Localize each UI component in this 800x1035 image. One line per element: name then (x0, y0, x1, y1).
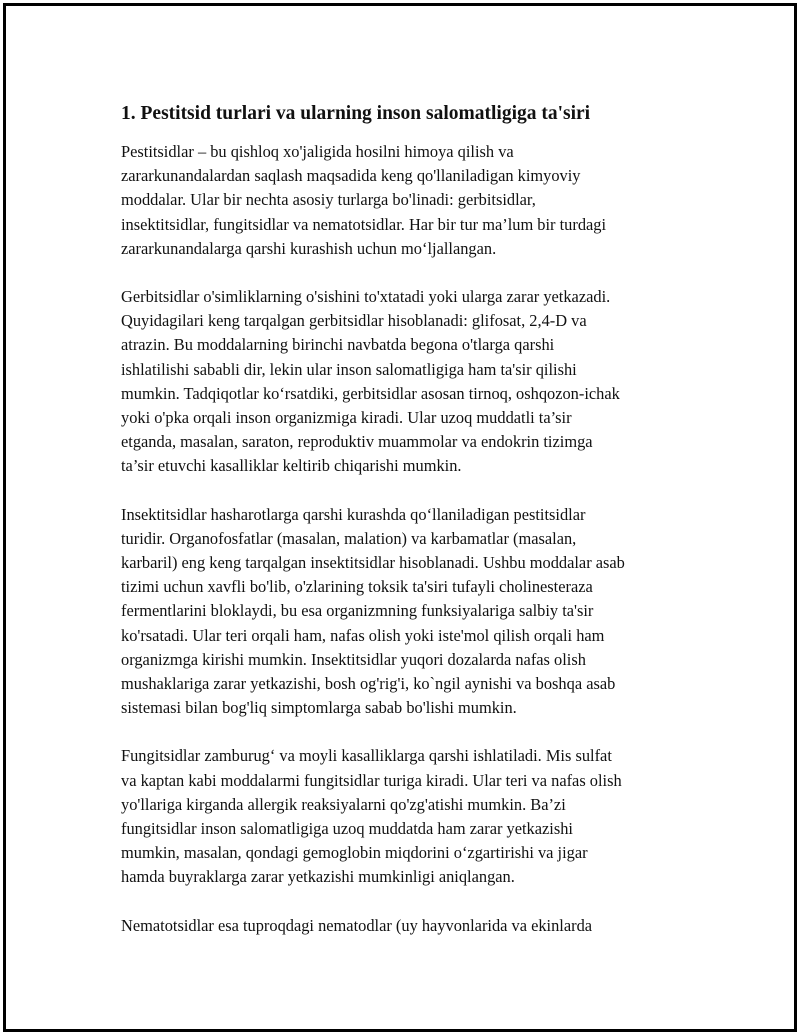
text-line: hamda buyraklarga zarar yetkazishi mumkinligi aniqlangan. (121, 867, 515, 887)
text-line: turidir. Organofosfatlar (masalan, malation) va karbamatlar (masalan, (121, 528, 577, 548)
text-line: Fungitsidlar zamburug‘ va moyli kasalliklarga qarshi ishlatiladi. Mis sulfat (121, 746, 612, 766)
text-line: moddalar. Ular bir nechta asosiy turlarga bo'linadi: gerbitsidlar, (121, 190, 536, 210)
text-line: fermentlarini bloklaydi, bu esa organizmning funksiyalariga salbiy ta'sir (121, 601, 594, 621)
text-line: sistemasi bilan bog'liq simptomlarga sabab bo'lishi mumkin. (121, 698, 517, 718)
text-line: mushaklariga zarar yetkazishi, bosh og'rig'i, ko`ngil aynishi va boshqa asab (121, 674, 616, 694)
text-line: yo'llariga kirganda allergik reaksiyalarni qo'zg'atishi mumkin. Ba’zi (121, 794, 566, 814)
text-line: ta’sir etuvchi kasalliklar keltirib chiqarishi mumkin. (121, 456, 462, 476)
page-frame (3, 3, 797, 1032)
text-line: Quyidagilari keng tarqalgan gerbitsidlar hisoblanadi: glifosat, 2,4-D va (121, 311, 587, 331)
text-line: zararkunandalarga qarshi kurashish uchun mo‘ljallangan. (121, 238, 497, 258)
text-line: mumkin, masalan, qondagi gemoglobin miqdorini o‘zgartirishi va jigar (121, 843, 588, 863)
text-line: Gerbitsidlar o'simliklarning o'sishini to'xtatadi yoki ularga zarar yetkazadi. (121, 287, 611, 307)
text-line: Pestitsidlar – bu qishloq xo'jaligida hosilni himoya qilish va (121, 142, 514, 161)
text-line: zararkunandalardan saqlash maqsadida keng qo'llaniladigan kimyoviy (121, 166, 581, 186)
text-line: organizmga kirishi mumkin. Insektitsidlar yuqori dozalarda nafas olish (121, 649, 586, 669)
paragraph-herbicides (121, 285, 701, 479)
document-body (121, 101, 701, 962)
text-line: karbaril) eng keng tarqalgan insektitsidlar hisoblanadi. Ushbu moddalar asab (121, 553, 625, 573)
text-line: yoki o'pka orqali inson organizmiga kiradi. Ular uzoq muddatli ta’sir (121, 408, 572, 428)
paragraph-insecticides (121, 503, 701, 721)
text-line: etganda, masalan, saraton, reproduktiv muammolar va endokrin tizimga (121, 432, 593, 452)
paragraph-fungicides (121, 744, 701, 889)
text-line: atrazin. Bu moddalarning birinchi navbatda begona o'tlarga qarshi (121, 335, 555, 355)
document-title: 1. Pestitsid turlari va ularning inson salomatligiga ta'siri (121, 103, 591, 124)
text-line: ishlatilishi sababli dir, lekin ular inson salomatligiga ham ta'sir qilishi (121, 359, 577, 379)
text-line: Insektitsidlar hasharotlarga qarshi kurashda qo‘llaniladigan pestitsidlar (121, 504, 586, 524)
text-line: tizimi uchun xavfli bo'lib, o'zlarining toksik ta'siri tufayli cholinesteraza (121, 577, 593, 597)
paragraph-nematicides (121, 914, 701, 938)
paragraph-overview (121, 140, 701, 261)
text-line: Nematotsidlar esa tuproqdagi nematodlar (uy hayvonlarida va ekinlarda (121, 915, 593, 935)
text-line: va kaptan kabi moddalarmi fungitsidlar turiga kiradi. Ular teri va nafas olish (121, 770, 622, 790)
text-line: mumkin. Tadqiqotlar ko‘rsatdiki, gerbitsidlar asosan tirnoq, oshqozon-ichak (121, 383, 620, 403)
text-line: fungitsidlar inson salomatligiga uzoq muddatda ham zarar yetkazishi (121, 819, 573, 839)
text-line: insektitsidlar, fungitsidlar va nematotsidlar. Har bir tur ma’lum bir turdagi (121, 214, 607, 234)
text-line: ko'rsatadi. Ular teri orqali ham, nafas olish yoki iste'mol qilish orqali ham (121, 625, 605, 645)
